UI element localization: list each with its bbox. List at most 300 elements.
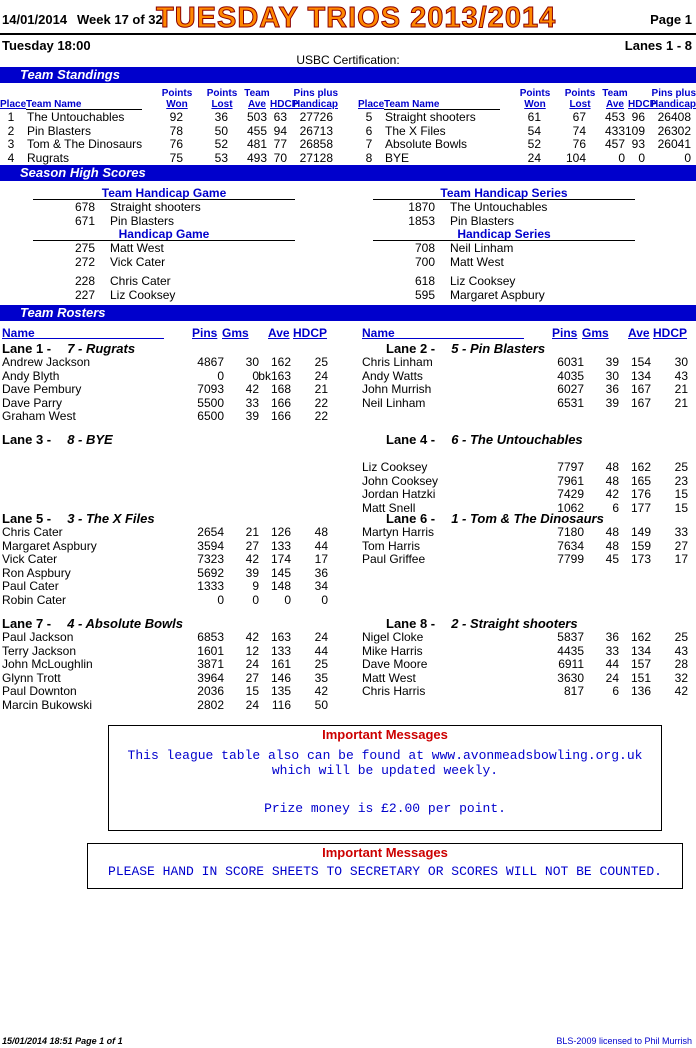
roster-player-pins: 7180 — [557, 525, 584, 539]
roster-player-ave: 136 — [630, 684, 651, 698]
roster-player-hdcp: 50 — [314, 697, 328, 712]
roster-player-pins: 2654 — [197, 525, 224, 539]
roster-player-name: John McLoughlin — [2, 657, 93, 671]
roster-player-ave: 167 — [630, 395, 651, 410]
standing-place: 3 — [7, 137, 15, 151]
roster-player-gms: 6 — [612, 500, 619, 515]
roster-player-hdcp: 17 — [314, 552, 328, 566]
header-points-lost-2: Lost — [211, 99, 233, 110]
roster-player-gms: 48 — [605, 538, 619, 553]
standing-pins: 27726 — [299, 110, 333, 124]
lane-label: Lane 5 - — [2, 511, 52, 526]
roster-player-hdcp: 24 — [314, 630, 328, 644]
roster-player-gms: 15 — [245, 684, 259, 698]
standing-team: Straight shooters — [385, 110, 476, 124]
roster-player-ave: 167 — [630, 382, 651, 396]
header-pins-plus-1: Pins plus — [651, 88, 696, 99]
standing-lost: 104 — [565, 150, 586, 165]
roster-player-pins: 6911 — [558, 657, 584, 671]
high-scores-title: Season High Scores — [20, 165, 146, 180]
roster-player-hdcp: 36 — [314, 565, 328, 580]
roster-player-hdcp: 48 — [314, 525, 328, 539]
roster-player-hdcp: 30 — [674, 355, 688, 369]
roster-player-ave: 133 — [270, 643, 291, 658]
roster-player-hdcp: 22 — [314, 395, 328, 410]
high-score-value: 700 — [414, 254, 435, 269]
standing-won: 61 — [527, 110, 541, 124]
roster-player-name: Nigel Cloke — [362, 630, 424, 644]
roster-player-gms: 42 — [245, 382, 259, 396]
roster-player-ave: 168 — [270, 382, 291, 396]
message-2-line-1: PLEASE HAND IN SCORE SHEETS TO SECRETARY OR SCORES WILL NOT BE COUNTED. — [108, 864, 662, 879]
roster-player-gms: 42 — [245, 552, 259, 566]
roster-player-name: Mike Harris — [362, 643, 423, 658]
lane-team-name: 3 - The X Files — [67, 511, 155, 526]
roster-player-ave: 165 — [630, 473, 651, 488]
roster-player-gms: 12 — [245, 643, 259, 658]
roster-player-gms: 36 — [605, 382, 619, 396]
header-team-name: Team Name — [384, 99, 440, 110]
roster-player-gms: 0 — [252, 368, 259, 383]
roster-player-gms: 45 — [605, 552, 619, 566]
high-score-name: Neil Linham — [450, 241, 514, 255]
standing-team: Pin Blasters — [27, 123, 92, 138]
standing-hdcp: 93 — [631, 137, 645, 151]
roster-player-name: Paul Cater — [2, 579, 59, 593]
roster-name-rule — [2, 338, 164, 339]
standing-place: 1 — [7, 110, 15, 124]
standing-lost: 36 — [214, 110, 228, 124]
roster-player-pins: 5500 — [197, 395, 224, 410]
lane-team-name: 7 - Rugrats — [67, 341, 136, 356]
standing-ave: 0 — [618, 150, 625, 165]
high-score-value: 1853 — [408, 213, 435, 228]
roster-player-pins: 3630 — [557, 670, 584, 685]
header-rule — [0, 33, 696, 35]
roster-player-ave: 146 — [270, 670, 291, 685]
roster-player-name: Matt West — [362, 670, 416, 685]
roster-header-name: Name — [2, 326, 35, 340]
standing-lost: 53 — [214, 150, 228, 165]
day-time: Tuesday 18:00 — [2, 38, 91, 53]
roster-player-pins: 5837 — [557, 630, 584, 644]
roster-player-ave: 173 — [630, 552, 651, 566]
lane-team-name: 4 - Absolute Bowls — [67, 616, 183, 631]
standings-title: Team Standings — [20, 67, 120, 82]
roster-player-gms: 39 — [245, 565, 259, 580]
standing-team: The X Files — [385, 123, 446, 138]
lane-label: Lane 7 - — [2, 616, 52, 631]
standing-hdcp: 63 — [273, 110, 287, 124]
roster-player-pins: 0 — [217, 592, 224, 607]
high-score-value: 678 — [74, 200, 95, 214]
header-pins-plus-2: Handicap — [292, 99, 338, 110]
roster-player-gms: 42 — [605, 487, 619, 501]
header-pins-plus-1: Pins plus — [293, 88, 338, 99]
roster-player-pins: 7429 — [557, 487, 584, 501]
rosters-band — [0, 305, 696, 321]
header-points-won-1: Points — [519, 88, 551, 99]
roster-player-gms: 21 — [245, 525, 259, 539]
roster-player-name: Dave Moore — [362, 657, 428, 671]
roster-player-ave: 166 — [270, 395, 291, 410]
roster-player-name: Jordan Hatzki — [362, 487, 436, 501]
high-score-title: Handicap Game — [118, 227, 210, 241]
lane-label: Lane 3 - — [2, 432, 52, 447]
roster-header-hdcp: HDCP — [293, 326, 328, 340]
standing-pins: 27128 — [299, 150, 333, 165]
header-team-ave-2: Ave — [248, 99, 266, 110]
roster-player-hdcp: 44 — [314, 643, 328, 658]
roster-header-name: Name — [362, 326, 395, 340]
roster-player-gms: 24 — [245, 657, 259, 671]
lane-label: Lane 6 - — [386, 511, 436, 526]
roster-player-name: Paul Jackson — [2, 630, 74, 644]
roster-player-ave: 134 — [630, 368, 651, 383]
high-score-name: Liz Cooksey — [110, 287, 176, 302]
standing-place: 7 — [365, 137, 373, 151]
high-score-value: 1870 — [408, 200, 435, 214]
standing-ave: 453 — [604, 110, 625, 124]
standing-pins: 26858 — [299, 137, 333, 151]
roster-player-hdcp: 42 — [674, 684, 688, 698]
header-points-won-2: Won — [524, 99, 546, 110]
message-1-line-2: which will be updated weekly. — [271, 763, 499, 778]
roster-player-pins: 7797 — [557, 460, 584, 474]
message-2-title: Important Messages — [322, 845, 448, 860]
standing-hdcp: 0 — [638, 150, 645, 165]
roster-player-pins: 7799 — [557, 552, 584, 566]
roster-player-ave: bk163 — [258, 368, 291, 383]
roster-player-pins: 5692 — [197, 565, 224, 580]
high-score-name: Straight shooters — [110, 200, 201, 214]
header-team-ave-1: Team — [244, 88, 270, 99]
high-score-value: 228 — [74, 274, 95, 288]
roster-player-name: Robin Cater — [2, 592, 67, 607]
roster-player-pins: 6500 — [197, 409, 224, 423]
high-score-value: 671 — [74, 213, 95, 228]
standings-band — [0, 67, 696, 83]
roster-player-ave: 133 — [270, 538, 291, 553]
standing-team: Rugrats — [27, 150, 70, 165]
lane-label: Lane 4 - — [386, 432, 436, 447]
standing-won: 78 — [169, 123, 183, 138]
roster-player-name: Dave Parry — [2, 395, 63, 410]
roster-player-hdcp: 32 — [674, 670, 688, 685]
roster-player-name: Chris Linham — [362, 355, 433, 369]
roster-player-ave: 177 — [630, 500, 651, 515]
high-score-value: 272 — [74, 254, 95, 269]
roster-player-name: Andy Blyth — [2, 368, 60, 383]
roster-player-ave: 159 — [630, 538, 651, 553]
roster-player-gms: 48 — [605, 473, 619, 488]
high-score-value: 618 — [414, 274, 435, 288]
roster-player-ave: 162 — [270, 355, 291, 369]
roster-player-gms: 30 — [245, 355, 259, 369]
roster-player-hdcp: 43 — [674, 643, 688, 658]
roster-player-ave: 174 — [270, 552, 291, 566]
roster-player-hdcp: 33 — [674, 525, 688, 539]
roster-player-ave: 0 — [284, 592, 291, 607]
roster-name-rule — [362, 338, 524, 339]
roster-player-name: Andy Watts — [362, 368, 423, 383]
standing-place: 4 — [7, 150, 15, 165]
roster-player-hdcp: 43 — [674, 368, 688, 383]
roster-player-gms: 48 — [605, 525, 619, 539]
roster-player-pins: 6531 — [557, 395, 584, 410]
league-title: TUESDAY TRIOS 2013/2014 — [156, 2, 557, 34]
standing-team: Tom & The Dinosaurs — [27, 137, 143, 151]
roster-player-pins: 2802 — [197, 697, 224, 712]
header-points-won-2: Won — [166, 99, 188, 110]
high-score-name: Liz Cooksey — [450, 274, 516, 288]
roster-player-pins: 1062 — [557, 500, 584, 515]
lane-team-name: 5 - Pin Blasters — [451, 341, 546, 356]
roster-player-gms: 9 — [252, 579, 259, 593]
roster-player-hdcp: 34 — [314, 579, 328, 593]
lane-team-name: 8 - BYE — [67, 432, 113, 447]
roster-player-hdcp: 21 — [314, 382, 328, 396]
standing-won: 52 — [527, 137, 541, 151]
roster-player-hdcp: 17 — [674, 552, 688, 566]
standing-team: The Untouchables — [27, 110, 125, 124]
standing-ave: 455 — [246, 123, 267, 138]
standing-ave: 503 — [246, 110, 267, 124]
roster-player-name: Margaret Aspbury — [2, 538, 97, 553]
standing-pins: 26408 — [657, 110, 691, 124]
standing-hdcp: 70 — [273, 150, 287, 165]
roster-player-hdcp: 22 — [314, 409, 328, 423]
roster-header-gms: Gms — [582, 326, 609, 340]
roster-player-name: Chris Cater — [2, 525, 63, 539]
roster-player-gms: 27 — [245, 670, 259, 685]
report-date: 14/01/2014 — [2, 12, 68, 27]
roster-player-pins: 7323 — [197, 552, 224, 566]
high-score-title: Team Handicap Game — [101, 186, 227, 200]
lanes-label: Lanes 1 - 8 — [624, 38, 692, 53]
roster-player-ave: 148 — [270, 579, 291, 593]
high-score-name: Pin Blasters — [110, 213, 175, 228]
standing-lost: 67 — [572, 110, 586, 124]
lane-team-name: 2 - Straight shooters — [451, 616, 578, 631]
roster-player-name: Tom Harris — [362, 538, 421, 553]
high-scores-band — [0, 165, 696, 181]
roster-header-hdcp: HDCP — [653, 326, 688, 340]
roster-player-hdcp: 25 — [314, 355, 328, 369]
certification: USBC Certification: — [296, 53, 400, 67]
standing-won: 76 — [169, 137, 183, 151]
roster-player-gms: 39 — [605, 395, 619, 410]
roster-player-pins: 1333 — [197, 579, 224, 593]
roster-player-pins: 2036 — [197, 684, 224, 698]
roster-player-name: John Murrish — [362, 382, 432, 396]
standing-ave: 493 — [246, 150, 267, 165]
roster-player-hdcp: 42 — [314, 684, 328, 698]
roster-player-gms: 42 — [245, 630, 259, 644]
roster-player-gms: 24 — [245, 697, 259, 712]
roster-player-name: Neil Linham — [362, 395, 426, 410]
standing-lost: 52 — [214, 137, 228, 151]
lane-label: Lane 1 - — [2, 341, 52, 356]
roster-player-hdcp: 21 — [674, 382, 688, 396]
roster-player-hdcp: 15 — [674, 500, 688, 515]
header-team-ave-1: Team — [602, 88, 628, 99]
high-score-value: 227 — [74, 287, 95, 302]
roster-player-pins: 3594 — [197, 538, 224, 553]
roster-player-pins: 0 — [217, 368, 224, 383]
roster-player-ave: 135 — [270, 684, 291, 698]
roster-player-name: Glynn Trott — [2, 670, 61, 685]
standing-ave: 481 — [246, 137, 267, 151]
high-score-title: Team Handicap Series — [440, 186, 568, 200]
page-label: Page 1 — [650, 12, 692, 27]
roster-player-gms: 24 — [605, 670, 619, 685]
high-score-name: Matt West — [110, 241, 164, 255]
standing-lost: 76 — [572, 137, 586, 151]
roster-player-hdcp: 23 — [674, 473, 688, 488]
roster-player-hdcp: 15 — [674, 487, 688, 501]
roster-player-name: Graham West — [2, 409, 76, 423]
roster-player-gms: 33 — [245, 395, 259, 410]
message-1-title: Important Messages — [322, 727, 448, 742]
roster-player-gms: 6 — [612, 684, 619, 698]
header-points-lost-1: Points — [564, 88, 596, 99]
standing-place: 6 — [365, 123, 373, 138]
high-score-title: Handicap Series — [457, 227, 551, 241]
roster-player-name: Paul Griffee — [362, 552, 426, 566]
roster-player-hdcp: 25 — [314, 657, 328, 671]
footer-left: 15/01/2014 18:51 Page 1 of 1 — [2, 1036, 123, 1046]
header-hdcp: HDCP — [628, 99, 657, 110]
roster-player-ave: 166 — [270, 409, 291, 423]
roster-player-name: Paul Downton — [2, 684, 77, 698]
high-score-name: Margaret Aspbury — [450, 287, 545, 302]
footer-right: BLS-2009 licensed to Phil Murrish — [556, 1036, 692, 1046]
roster-player-hdcp: 28 — [674, 657, 688, 671]
week-label: Week 17 of 32 — [77, 12, 163, 27]
header-team-ave-2: Ave — [606, 99, 624, 110]
rosters-title: Team Rosters — [20, 305, 106, 320]
standing-pins: 26041 — [657, 137, 691, 151]
high-score-value: 708 — [414, 241, 435, 255]
roster-header-ave: Ave — [268, 326, 290, 340]
lane-team-name: 6 - The Untouchables — [451, 432, 583, 447]
standing-lost: 74 — [572, 123, 586, 138]
message-box-1 — [108, 725, 662, 831]
header-hdcp: HDCP — [270, 99, 299, 110]
standing-place: 8 — [365, 150, 373, 165]
high-score-name: Matt West — [450, 254, 504, 269]
roster-player-ave: 151 — [630, 670, 651, 685]
standing-place: 5 — [365, 110, 373, 124]
roster-player-ave: 161 — [270, 657, 291, 671]
roster-player-hdcp: 35 — [314, 670, 328, 685]
roster-player-ave: 154 — [630, 355, 651, 369]
header-points-lost-2: Lost — [569, 99, 591, 110]
header-place: Place — [0, 99, 27, 110]
roster-player-gms: 30 — [605, 368, 619, 383]
roster-player-hdcp: 24 — [314, 368, 328, 383]
roster-player-gms: 48 — [605, 460, 619, 474]
standing-place: 2 — [7, 123, 15, 138]
standing-ave: 433 — [604, 123, 625, 138]
high-score-value: 275 — [74, 241, 95, 255]
standing-won: 24 — [527, 150, 541, 165]
roster-player-name: Dave Pembury — [2, 382, 82, 396]
standing-won: 75 — [169, 150, 183, 165]
lane-label: Lane 2 - — [386, 341, 436, 356]
roster-player-name: Andrew Jackson — [2, 355, 91, 369]
roster-player-pins: 7093 — [197, 382, 224, 396]
roster-player-name: Ron Aspbury — [2, 565, 71, 580]
roster-player-pins: 7634 — [557, 538, 584, 553]
standing-pins: 26713 — [299, 123, 333, 138]
roster-player-hdcp: 25 — [674, 630, 688, 644]
roster-player-name: Martyn Harris — [362, 525, 435, 539]
standing-hdcp: 109 — [625, 123, 646, 138]
roster-player-gms: 39 — [245, 409, 259, 423]
roster-player-pins: 4435 — [557, 643, 584, 658]
roster-header-pins: Pins — [192, 326, 218, 340]
roster-player-pins: 7961 — [557, 473, 584, 488]
header-points-won-1: Points — [161, 88, 193, 99]
message-box-2 — [87, 843, 683, 889]
message-1-line-3: Prize money is £2.00 per point. — [264, 801, 506, 816]
roster-player-pins: 3964 — [197, 670, 224, 685]
roster-player-pins: 1601 — [197, 643, 224, 658]
roster-player-ave: 116 — [271, 697, 291, 712]
header-points-lost-1: Points — [206, 88, 238, 99]
lane-label: Lane 8 - — [386, 616, 436, 631]
roster-player-gms: 44 — [605, 657, 619, 671]
roster-player-ave: 162 — [630, 630, 651, 644]
high-score-name: The Untouchables — [450, 200, 548, 214]
standing-lost: 50 — [214, 123, 228, 138]
roster-player-pins: 6027 — [557, 382, 584, 396]
roster-player-pins: 6031 — [557, 355, 584, 369]
roster-header-gms: Gms — [222, 326, 249, 340]
roster-player-hdcp: 25 — [674, 460, 688, 474]
roster-header-pins: Pins — [552, 326, 578, 340]
high-score-name: Pin Blasters — [450, 213, 515, 228]
roster-player-hdcp: 44 — [314, 538, 328, 553]
roster-player-name: Vick Cater — [2, 552, 58, 566]
roster-player-ave: 163 — [270, 630, 291, 644]
roster-player-name: Marcin Bukowski — [2, 697, 93, 712]
roster-player-hdcp: 0 — [321, 592, 328, 607]
roster-player-name: Chris Harris — [362, 684, 426, 698]
roster-player-ave: 157 — [630, 657, 651, 671]
roster-player-hdcp: 27 — [674, 538, 688, 553]
header-team-name: Team Name — [26, 99, 82, 110]
roster-player-hdcp: 21 — [674, 395, 688, 410]
roster-player-pins: 4035 — [557, 368, 584, 383]
roster-player-ave: 126 — [270, 525, 291, 539]
standing-won: 54 — [527, 123, 541, 138]
standing-hdcp: 94 — [273, 123, 287, 138]
high-score-name: Chris Cater — [110, 274, 171, 288]
roster-player-name: Terry Jackson — [2, 643, 77, 658]
roster-player-name: Matt Snell — [362, 500, 416, 515]
roster-player-ave: 162 — [630, 460, 651, 474]
roster-player-ave: 176 — [630, 487, 651, 501]
roster-player-pins: 3871 — [197, 657, 224, 671]
roster-player-pins: 6853 — [197, 630, 224, 644]
standing-hdcp: 77 — [273, 137, 287, 151]
roster-player-name: Liz Cooksey — [362, 460, 428, 474]
standing-ave: 457 — [604, 137, 625, 151]
standing-team: Absolute Bowls — [385, 137, 468, 151]
